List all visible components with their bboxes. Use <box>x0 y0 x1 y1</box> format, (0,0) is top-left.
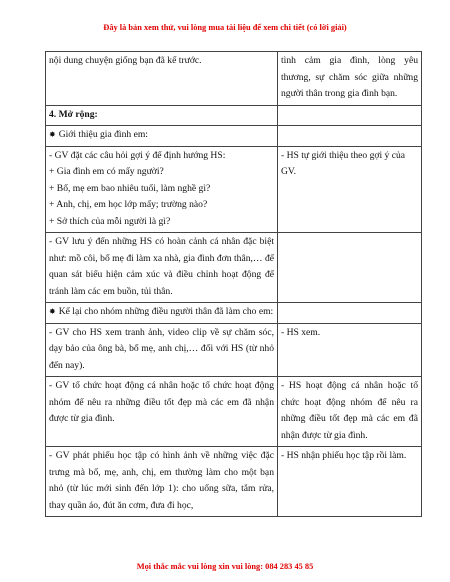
table-row <box>46 447 422 517</box>
cell-left: - GV tổ chức hoạt động cá nhân hoặc tổ chức hoạt động nhóm để nêu ra những điều tốt đẹp mà các em đã nhận được từ gia đình. <box>46 377 278 447</box>
preview-banner: Đây là bản xem thử, vui lòng mua tài liệu để xem chi tiết (có lời giải) <box>103 23 347 32</box>
cell-right: - HS xem. <box>278 323 422 377</box>
table-row <box>46 323 422 377</box>
cell-right: - HS hoạt động cá nhân hoặc tổ chức hoạt động nhóm để nêu ra những điều tốt đẹp mà các em đã nhận được từ gia đình. <box>278 377 422 447</box>
table-row <box>46 105 422 126</box>
cell-right: - HS nhận phiếu học tập rồi làm. <box>278 447 422 517</box>
cell-left: nội dung chuyện giống bạn đã kể trước. <box>46 52 278 106</box>
cell-right-empty <box>278 105 422 126</box>
lesson-table <box>45 51 422 517</box>
cell-left: - GV cho HS xem tranh ảnh, video clip về sự chăm sóc, dạy bảo của ông bà, bố mẹ, anh chị,… đối với HS (từ nhỏ đến nay). <box>46 323 278 377</box>
subsection-heading <box>46 126 278 147</box>
cell-left: - GV lưu ý đến những HS có hoàn cảnh cá nhân đặc biệt như: mồ côi, bố mẹ đi làm xa nhà, gia đình đơn thân,… để quan sát biểu hiện cảm xúc và điều chỉnh hoạt động để tránh làm các em buồn, tủi thân. <box>46 233 278 303</box>
cell-right-empty <box>278 126 422 147</box>
cell-left <box>46 146 278 233</box>
list-item: + Bố, mẹ em bao nhiêu tuổi, làm nghề gì? <box>49 182 211 194</box>
cell-left: - GV phát phiếu học tập có hình ảnh về những việc đặc trưng mà bố, mẹ, anh, chị, em thường làm cho một bạn nhỏ (từ lúc mới sinh đến lớp 1): cho uống sữa, tắm rửa, thay quần áo, đút ăn cơm, đưa đi học, <box>46 447 278 517</box>
cell-right: - HS tự giới thiệu theo gợi ý của GV. <box>278 146 422 233</box>
table-row <box>46 126 422 147</box>
list-item: - GV đặt các câu hỏi gợi ý để định hướng HS: <box>49 149 226 161</box>
section-heading: 4. Mở rộng: <box>46 105 278 126</box>
subsection-heading <box>46 303 278 324</box>
table-row <box>46 52 422 106</box>
table-row <box>46 146 422 233</box>
table-row <box>46 303 422 324</box>
cell-right-empty <box>278 303 422 324</box>
table-row <box>46 233 422 303</box>
subsection-text: Giới thiệu gia đình em: <box>58 129 148 140</box>
star-bullet-icon: ✸ <box>49 130 56 139</box>
list-item: + Anh, chị, em học lớp mấy; trường nào? <box>49 199 208 210</box>
star-bullet-icon: ✸ <box>49 307 56 316</box>
table-row <box>46 377 422 447</box>
cell-right-empty <box>278 233 422 303</box>
cell-right: tình cảm gia đình, lòng yêu thương, sự chăm sóc giữa những người thân trong gia đình bạn. <box>278 52 422 106</box>
subsection-text: Kể lại cho nhóm những điều người thân đã làm cho em: <box>58 306 274 317</box>
list-item: + Sở thích của mỗi người là gì? <box>49 215 171 227</box>
contact-banner: Mọi thắc mắc vui lòng xin vui lòng: 084 283 45 85 <box>136 562 314 571</box>
list-item: + Gia đình em có mấy người? <box>49 166 164 177</box>
